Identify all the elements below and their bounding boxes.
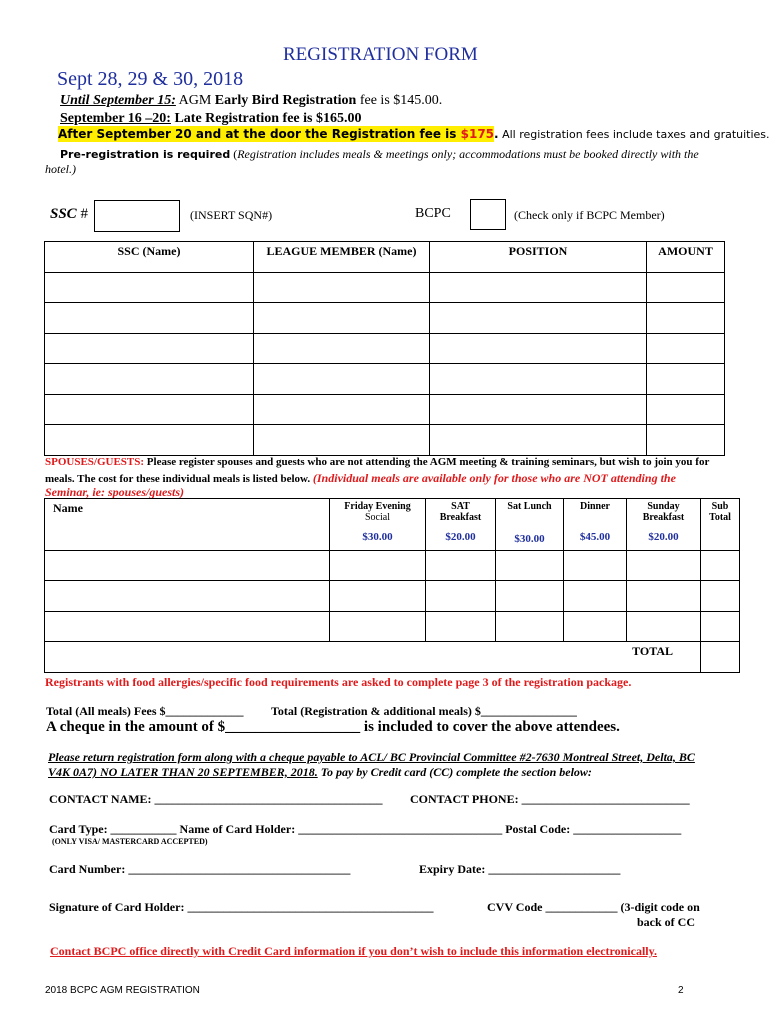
bcpc-hint: (Check only if BCPC Member) (514, 208, 665, 222)
table-row (45, 551, 740, 581)
spouses-guests-line-3: Seminar, ie: spouses/guests) (45, 485, 185, 499)
ssc-insert-hint: (INSERT SQN#) (190, 208, 273, 222)
table-row (45, 273, 725, 303)
cvv-hint: back of CC (637, 915, 696, 929)
ssc-name-cell[interactable] (45, 425, 254, 456)
card-number-field[interactable]: Card Number: _____________________________________ (49, 862, 351, 876)
contact-office-note: Contact BCPC office directly with Credit Card information if you don’t wish to include this information electronically. (50, 944, 657, 958)
amount-cell[interactable] (647, 395, 725, 425)
meal-total-row (45, 642, 740, 673)
amount-cell[interactable] (647, 303, 725, 334)
price-sat-lunch: $30.00 (496, 525, 564, 551)
cheque-amount-line[interactable]: A cheque in the amount of $__________________ is included to cover the above attendees. (46, 719, 620, 735)
header-ssc-name: SSC (Name) (45, 242, 254, 273)
bcpc-label: BCPC (415, 206, 451, 221)
total-value-cell[interactable] (701, 642, 740, 673)
table-row (45, 581, 740, 612)
amount-cell[interactable] (647, 334, 725, 364)
table-row (45, 612, 740, 642)
position-cell[interactable] (430, 425, 647, 456)
expiry-date-field[interactable]: Expiry Date: ______________________ (419, 862, 621, 876)
return-note-line-2: V4K 0A7) NO LATER THAN 20 SEPTEMBER, 2018. To pay by Credit card (CC) complete the section below: (48, 765, 592, 779)
meal-table-header (45, 499, 740, 525)
late-registration-line: September 16 –20: Late Registration fee is $165.00 (60, 111, 362, 126)
page-number: 2 (678, 985, 684, 996)
early-bird-line: Until September 15: AGM Early Bird Registration fee is $145.00. (60, 93, 443, 108)
meal-table (44, 498, 740, 673)
amount-cell[interactable] (647, 364, 725, 395)
ssc-number-box[interactable] (94, 200, 180, 232)
price-sub-total (701, 525, 740, 551)
header-sat-breakfast: SAT Breakfast (426, 499, 496, 525)
meal-price-row (45, 525, 740, 551)
spouses-guests-line-2: meals. The cost for these individual meals is listed below. (Individual meals are available only for those who are NOT attending the (45, 471, 676, 485)
cvv-field[interactable]: CVV Code ____________ (3-digit code on (487, 900, 700, 914)
header-sat-lunch: Sat Lunch (496, 499, 564, 525)
header-name: Name (45, 499, 330, 525)
event-dates: Sept 28, 29 & 30, 2018 (57, 68, 244, 90)
price-sunday-breakfast: $20.00 (627, 525, 701, 551)
ssc-name-cell[interactable] (45, 395, 254, 425)
total-label: TOTAL (45, 642, 701, 673)
header-sunday-breakfast: Sunday Breakfast (627, 499, 701, 525)
league-member-cell[interactable] (254, 425, 430, 456)
amount-cell[interactable] (647, 425, 725, 456)
position-cell[interactable] (430, 395, 647, 425)
header-position: POSITION (430, 242, 647, 273)
header-friday-social: Friday Evening Social (330, 499, 426, 525)
table-row (45, 303, 725, 334)
card-type-line[interactable]: Card Type: ___________ Name of Card Holder: __________________________________ Postal Code: __________________ (49, 822, 682, 836)
position-cell[interactable] (430, 364, 647, 395)
ssc-name-cell[interactable] (45, 273, 254, 303)
card-type-note: (ONLY VISA/ MASTERCARD ACCEPTED) (52, 837, 208, 846)
price-friday-social: $30.00 (330, 525, 426, 551)
preregistration-line: Pre-registration is required (Registration includes meals & meetings only; accommodations must be booked directly with the (60, 147, 699, 161)
return-note-line-1: Please return registration form along with a cheque payable to ACL/ BC Provincial Committee #2-7630 Montreal Street, Delta, BC (48, 750, 695, 764)
preregistration-line-2: hotel.) (45, 162, 76, 176)
league-member-cell[interactable] (254, 273, 430, 303)
total-meals-fees[interactable]: Total (All meals) Fees $_____________ (46, 704, 244, 718)
contact-phone-field[interactable]: CONTACT PHONE: ____________________________ (410, 792, 690, 806)
member-table (44, 241, 725, 456)
table-row (45, 425, 725, 456)
header-league-member: LEAGUE MEMBER (Name) (254, 242, 430, 273)
league-member-cell[interactable] (254, 364, 430, 395)
price-dinner: $45.00 (564, 525, 627, 551)
league-member-cell[interactable] (254, 395, 430, 425)
table-row (45, 364, 725, 395)
header-sub-total: Sub Total (701, 499, 740, 525)
door-fee-line: After September 20 and at the door the Registration fee is $175. All registration fees include taxes and gratuities. (58, 127, 770, 141)
position-cell[interactable] (430, 334, 647, 364)
league-member-cell[interactable] (254, 303, 430, 334)
header-dinner: Dinner (564, 499, 627, 525)
amount-cell[interactable] (647, 273, 725, 303)
league-member-cell[interactable] (254, 334, 430, 364)
spouses-guests-line-1: SPOUSES/GUESTS: Please register spouses and guests who are not attending the AGM meeting & training seminars, but wish to join you for (45, 456, 710, 468)
table-row (45, 334, 725, 364)
contact-name-field[interactable]: CONTACT NAME: ______________________________________ (49, 792, 383, 806)
ssc-name-cell[interactable] (45, 303, 254, 334)
form-title: REGISTRATION FORM (283, 44, 478, 65)
allergy-note: Registrants with food allergies/specific food requirements are asked to complete page 3 of the registration package. (45, 675, 632, 689)
signature-field[interactable]: Signature of Card Holder: _________________________________________ (49, 900, 434, 914)
bcpc-member-checkbox[interactable] (470, 199, 506, 230)
position-cell[interactable] (430, 303, 647, 334)
ssc-label: SSC # (50, 206, 88, 222)
footer-title: 2018 BCPC AGM REGISTRATION (45, 985, 200, 996)
member-table-header (45, 242, 725, 273)
ssc-name-cell[interactable] (45, 364, 254, 395)
table-row (45, 395, 725, 425)
position-cell[interactable] (430, 273, 647, 303)
price-sat-breakfast: $20.00 (426, 525, 496, 551)
header-amount: AMOUNT (647, 242, 725, 273)
total-registration-fees[interactable]: Total (Registration & additional meals) $________________ (271, 704, 577, 718)
door-fee-highlight: After September 20 and at the door the Registration fee is $175 (58, 127, 495, 141)
ssc-name-cell[interactable] (45, 334, 254, 364)
